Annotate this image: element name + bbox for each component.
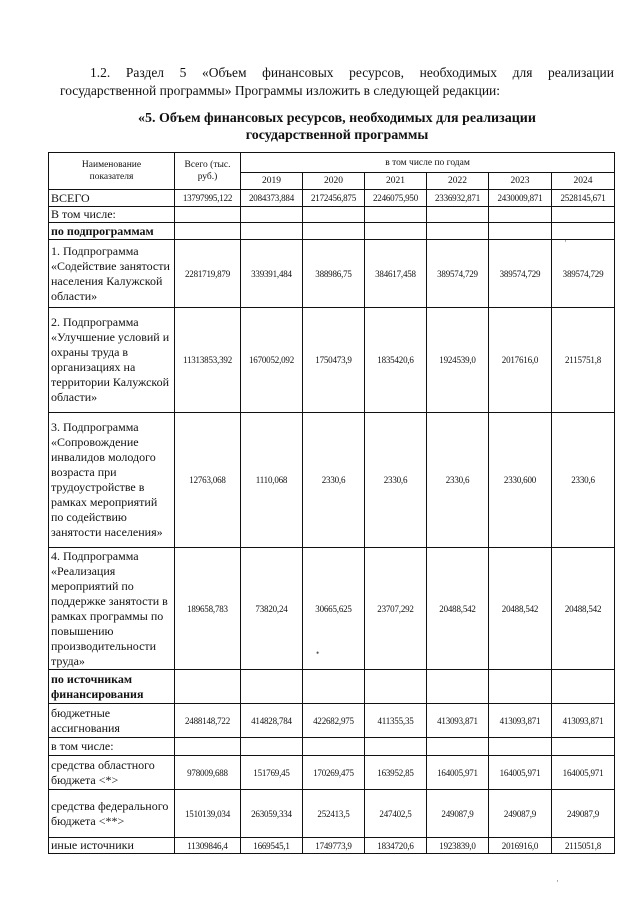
row-value: 1834720,6 <box>365 838 427 854</box>
row-value: 2246075,950 <box>365 190 427 207</box>
row-value: 30665,625 <box>303 548 365 670</box>
row-total: 189658,783 <box>175 548 241 670</box>
row-value: 422682,975 <box>303 704 365 738</box>
row-name: по подпрограммам <box>49 223 175 240</box>
row-value: 389574,729 <box>489 240 552 308</box>
row-value: 1750473,9 <box>303 308 365 413</box>
table-row <box>49 670 615 704</box>
intro-line-1: 1.2. Раздел 5 «Объем финансовых ресурсов, необходимых для реализации <box>90 65 614 80</box>
table-row <box>49 240 615 308</box>
row-value: 2336932,871 <box>427 190 489 207</box>
table-row <box>49 738 615 756</box>
year-2019: 2019 <box>241 173 303 190</box>
row-name: средства областного бюджета <*> <box>49 756 175 790</box>
row-value: 2172456,875 <box>303 190 365 207</box>
intro-line-2: государственной программы» Программы изложить в следующей редакции: <box>60 83 501 98</box>
header-years-group: в том числе по годам <box>241 153 615 173</box>
heading-line-1: «5. Объем финансовых ресурсов, необходимых для реализации <box>138 111 536 126</box>
table-row <box>49 308 615 413</box>
row-total: 11313853,392 <box>175 308 241 413</box>
row-value: 1749773,9 <box>303 838 365 854</box>
row-value: 252413,5 <box>303 790 365 838</box>
row-value: 2330,600 <box>489 413 552 548</box>
row-total: 978009,688 <box>175 756 241 790</box>
row-value: 2330,6 <box>365 413 427 548</box>
row-total: 13797995,122 <box>175 190 241 207</box>
row-value: 249087,9 <box>552 790 615 838</box>
year-2023: 2023 <box>489 173 552 190</box>
row-value: 1924539,0 <box>427 308 489 413</box>
row-value: 170269,475 <box>303 756 365 790</box>
table-row <box>49 223 615 240</box>
financing-table <box>48 152 615 854</box>
row-value: 1923839,0 <box>427 838 489 854</box>
row-value: 388986,75 <box>303 240 365 308</box>
row-total: 11309846,4 <box>175 838 241 854</box>
year-2022: 2022 <box>427 173 489 190</box>
row-value: 1669545,1 <box>241 838 303 854</box>
row-value: 2330,6 <box>552 413 615 548</box>
year-2020: 2020 <box>303 173 365 190</box>
row-name: В том числе: <box>49 207 175 223</box>
row-value: 20488,542 <box>552 548 615 670</box>
row-value: 2084373,884 <box>241 190 303 207</box>
row-value: 411355,35 <box>365 704 427 738</box>
row-total: 2488148,722 <box>175 704 241 738</box>
row-value: 2016916,0 <box>489 838 552 854</box>
row-value: 2330,6 <box>303 413 365 548</box>
row-name: 2. Подпрограмма «Улучшение условий и охраны труда в организациях на территории Калужской области» <box>49 308 175 413</box>
row-value: 2115051,8 <box>552 838 615 854</box>
header-name: Наименование показателя <box>49 153 175 190</box>
row-value: 389574,729 <box>552 240 615 308</box>
row-value: 249087,9 <box>489 790 552 838</box>
table-row <box>49 790 615 838</box>
row-value: 413093,871 <box>552 704 615 738</box>
table-row <box>49 207 615 223</box>
row-value: 414828,784 <box>241 704 303 738</box>
row-name: 4. Подпрограмма «Реализация мероприятий по поддержке занятости в рамках программы по повышению производительности труда» <box>49 548 175 670</box>
row-name: 1. Подпрограмма «Содействие занятости населения Калужской области» <box>49 240 175 308</box>
table-row <box>49 756 615 790</box>
header-total: Всего (тыс. руб.) <box>175 153 241 190</box>
section-heading <box>60 110 614 144</box>
row-name: бюджетные ассигнования <box>49 704 175 738</box>
row-value: 164005,971 <box>552 756 615 790</box>
row-name: в том числе: <box>49 738 175 756</box>
table-row <box>49 413 615 548</box>
row-total: 12763,068 <box>175 413 241 548</box>
year-2024: 2024 <box>552 173 615 190</box>
row-name: иные источники <box>49 838 175 854</box>
row-value: 413093,871 <box>489 704 552 738</box>
row-name: средства федерального бюджета <**> <box>49 790 175 838</box>
row-total: 1510139,034 <box>175 790 241 838</box>
row-value: 2017616,0 <box>489 308 552 413</box>
row-value: 151769,45 <box>241 756 303 790</box>
row-name: ВСЕГО <box>49 190 175 207</box>
row-value: 164005,971 <box>489 756 552 790</box>
row-value: 20488,542 <box>427 548 489 670</box>
row-value: 2430009,871 <box>489 190 552 207</box>
row-value: 384617,458 <box>365 240 427 308</box>
table-row <box>49 548 615 670</box>
intro-paragraph <box>60 64 614 100</box>
row-value: 1670052,092 <box>241 308 303 413</box>
row-value: 1835420,6 <box>365 308 427 413</box>
row-value: 249087,9 <box>427 790 489 838</box>
row-value: 163952,85 <box>365 756 427 790</box>
row-value: 20488,542 <box>489 548 552 670</box>
row-value: 413093,871 <box>427 704 489 738</box>
table-row <box>49 190 615 207</box>
heading-line-2: государственной программы <box>245 128 429 143</box>
scan-mark: · <box>556 876 559 886</box>
row-value: 339391,484 <box>241 240 303 308</box>
year-2021: 2021 <box>365 173 427 190</box>
row-value: 2528145,671 <box>552 190 615 207</box>
row-value: 263059,334 <box>241 790 303 838</box>
table-row <box>49 838 615 854</box>
table-row <box>49 704 615 738</box>
row-value: 389574,729 <box>427 240 489 308</box>
row-value: 2115751,8 <box>552 308 615 413</box>
row-value: 164005,971 <box>427 756 489 790</box>
row-name: 3. Подпрограмма «Сопровождение инвалидов молодого возраста при трудоустройстве в рамках мероприятий по содействию занятости населения» <box>49 413 175 548</box>
scan-mark: · <box>564 236 567 246</box>
row-total: 2281719,879 <box>175 240 241 308</box>
row-value: 23707,292 <box>365 548 427 670</box>
scan-mark: • <box>316 648 320 658</box>
row-value: 73820,24 <box>241 548 303 670</box>
row-name: по источникам финансирования <box>49 670 175 704</box>
row-value: 247402,5 <box>365 790 427 838</box>
row-value: 1110,068 <box>241 413 303 548</box>
row-value: 2330,6 <box>427 413 489 548</box>
